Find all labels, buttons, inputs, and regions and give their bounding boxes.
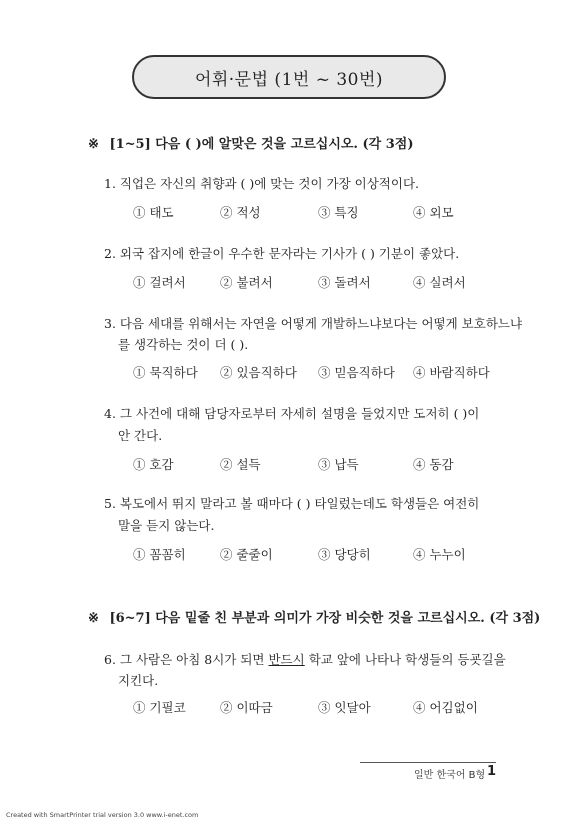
q5-option-3[interactable]: ③ 당당히 [318, 547, 371, 562]
printer-credit: Created with SmartPrinter trial version 3.0 www.i-enet.com [6, 811, 199, 819]
instruction-text: [1~5] 다음 ( )에 알맞은 것을 고르십시오. (각 3점) [109, 137, 414, 152]
question-1: 1. 직업은 자신의 취향과 ( )에 맞는 것이 가장 이상적이다. [104, 176, 419, 191]
reference-mark: ※ [88, 611, 99, 626]
footer-divider [360, 762, 496, 763]
q4-option-2[interactable]: ② 설득 [220, 457, 261, 472]
instruction-text: [6~7] 다음 밑줄 친 부분과 의미가 가장 비슷한 것을 고르십시오. (각 3점) [109, 611, 541, 626]
q6-text-before: 6. 그 사람은 아침 8시가 되면 [104, 652, 269, 667]
q4-option-3[interactable]: ③ 납득 [318, 457, 359, 472]
q4-option-1[interactable]: ① 호감 [133, 457, 174, 472]
question-4-line-1: 4. 그 사건에 대해 담당자로부터 자세히 설명을 들었지만 도저히 ( )이 [104, 406, 480, 421]
q4-option-4[interactable]: ④ 동감 [413, 457, 454, 472]
q6-option-1[interactable]: ① 기필코 [133, 700, 186, 715]
q1-option-1[interactable]: ① 태도 [133, 205, 174, 220]
q1-option-4[interactable]: ④ 외모 [413, 205, 454, 220]
q2-option-1[interactable]: ① 걸려서 [133, 275, 186, 290]
instruction-1-5 [88, 133, 413, 152]
q3-option-4[interactable]: ④ 바람직하다 [413, 365, 490, 380]
question-5-line-1: 5. 복도에서 뛰지 말라고 볼 때마다 ( ) 타일렀는데도 학생들은 여전히 [104, 496, 480, 511]
question-3-line-2: 를 생각하는 것이 더 ( ). [118, 337, 249, 352]
q6-option-2[interactable]: ② 이따금 [220, 700, 273, 715]
q1-option-2[interactable]: ② 적성 [220, 205, 261, 220]
question-5-line-2: 말을 듣지 않는다. [118, 518, 215, 533]
question-3-line-1: 3. 다음 세대를 위해서는 자연을 어떻게 개발하느냐보다는 어떻게 보호하느냐 [104, 316, 523, 331]
footer-label: 일반 한국어 B형 [414, 770, 486, 781]
section-title: 어휘·문법 (1번 ~ 30번) [132, 55, 446, 99]
q6-option-3[interactable]: ③ 잇달아 [318, 700, 371, 715]
question-4-line-2: 안 간다. [118, 428, 163, 443]
q5-option-1[interactable]: ① 꼼꼼히 [133, 547, 186, 562]
q5-option-4[interactable]: ④ 누누이 [413, 547, 466, 562]
instruction-6-7 [88, 607, 540, 626]
q3-option-1[interactable]: ① 묵직하다 [133, 365, 198, 380]
q6-underlined-word: 반드시 [268, 652, 305, 667]
reference-mark: ※ [88, 137, 99, 152]
q2-option-4[interactable]: ④ 실려서 [413, 275, 466, 290]
page-number: 1 [487, 764, 497, 779]
q6-option-4[interactable]: ④ 어김없이 [413, 700, 478, 715]
q1-option-3[interactable]: ③ 특징 [318, 205, 359, 220]
q5-option-2[interactable]: ② 줄줄이 [220, 547, 273, 562]
q3-option-2[interactable]: ② 있음직하다 [220, 365, 297, 380]
question-2: 2. 외국 잡지에 한글이 우수한 문자라는 기사가 ( ) 기분이 좋았다. [104, 246, 460, 261]
question-6-line-2: 지킨다. [118, 673, 159, 688]
q3-option-3[interactable]: ③ 믿음직하다 [318, 365, 395, 380]
q2-option-3[interactable]: ③ 돌려서 [318, 275, 371, 290]
question-6-line-1 [104, 650, 506, 668]
q2-option-2[interactable]: ② 불려서 [220, 275, 273, 290]
q6-text-after: 학교 앞에 나타나 학생들의 등굣길을 [304, 652, 506, 667]
